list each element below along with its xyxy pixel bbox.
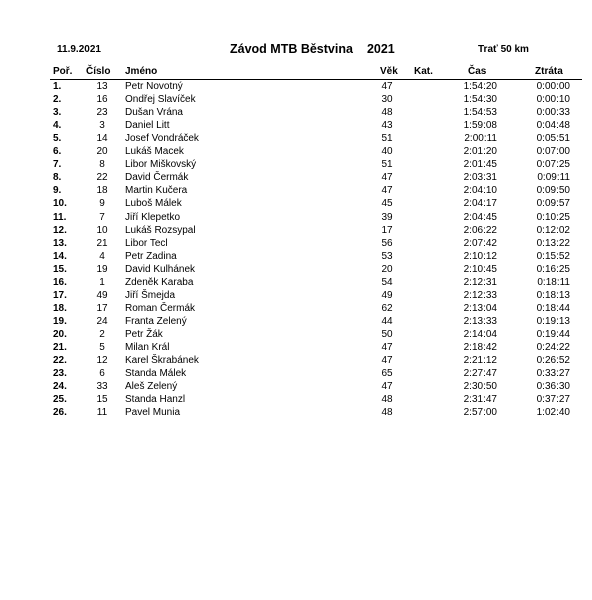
cell-rank: 10. (53, 198, 67, 210)
cell-age: 47 (381, 342, 393, 353)
cell-name: Karel Škrabánek (125, 355, 199, 367)
cell-rank: 15. (53, 263, 67, 275)
column-header-category: Kat. (414, 66, 433, 77)
cell-name: Milan Král (125, 342, 170, 353)
cell-number: 7 (99, 211, 105, 223)
cell-rank: 17. (53, 289, 67, 301)
table-row (0, 106, 592, 119)
cell-loss: 0:16:25 (536, 263, 570, 275)
cell-name: David Čermák (125, 172, 189, 184)
cell-age: 49 (381, 289, 393, 301)
cell-time: 2:57:00 (463, 407, 497, 419)
cell-rank: 22. (53, 355, 67, 367)
cell-number: 19 (96, 263, 108, 275)
cell-number: 8 (99, 159, 105, 171)
cell-rank: 18. (53, 302, 67, 314)
cell-number: 14 (96, 133, 108, 145)
table-row (0, 302, 592, 315)
cell-rank: 25. (53, 394, 67, 406)
cell-age: 48 (381, 394, 393, 406)
table-row (0, 184, 592, 197)
table-row (0, 80, 592, 93)
cell-rank: 9. (53, 185, 62, 197)
cell-loss: 0:18:44 (536, 302, 570, 314)
cell-name: Pavel Munia (125, 407, 181, 419)
cell-time: 2:13:33 (463, 315, 497, 327)
table-row (0, 224, 592, 237)
cell-loss: 0:09:11 (537, 172, 570, 184)
table-row (0, 250, 592, 263)
cell-name: Luboš Málek (125, 198, 182, 210)
cell-time: 2:04:10 (463, 185, 497, 197)
cell-name: Jiří Klepetko (125, 211, 181, 223)
table-row (0, 367, 592, 380)
table-row (0, 93, 592, 106)
column-header-name: Jméno (125, 66, 158, 77)
cell-loss: 0:18:13 (536, 289, 570, 301)
cell-name: Petr Žák (125, 328, 163, 340)
column-header-time: Čas (468, 66, 487, 77)
cell-loss: 0:19:44 (536, 328, 570, 340)
cell-time: 2:01:45 (463, 159, 497, 171)
cell-age: 47 (381, 172, 393, 184)
cell-name: Dušan Vrána (125, 107, 183, 119)
cell-age: 47 (381, 185, 393, 197)
cell-name: Aleš Zelený (125, 381, 178, 393)
cell-loss: 0:36:30 (536, 381, 570, 393)
cell-rank: 5. (53, 133, 62, 145)
cell-time: 1:59:08 (463, 120, 497, 132)
column-header-rank: Poř. (53, 66, 73, 77)
cell-number: 33 (96, 381, 108, 393)
cell-loss: 0:10:25 (536, 211, 570, 223)
cell-number: 1 (99, 276, 105, 288)
cell-age: 51 (381, 133, 393, 145)
table-row (0, 380, 592, 393)
cell-rank: 7. (53, 159, 62, 171)
table-row (0, 354, 592, 367)
cell-time: 1:54:30 (463, 94, 497, 106)
cell-number: 49 (96, 289, 108, 301)
cell-name: Petr Zadina (125, 250, 177, 262)
cell-time: 2:14:04 (463, 328, 497, 340)
cell-loss: 0:05:51 (536, 133, 570, 145)
cell-loss: 0:24:22 (536, 342, 570, 353)
cell-age: 45 (381, 198, 393, 210)
cell-time: 2:21:12 (463, 355, 497, 367)
cell-rank: 12. (53, 224, 67, 236)
table-row (0, 132, 592, 145)
column-header-number: Číslo (86, 66, 111, 77)
cell-name: Daniel Litt (125, 120, 170, 132)
cell-number: 16 (96, 94, 108, 106)
cell-rank: 11. (53, 211, 67, 223)
cell-rank: 16. (53, 276, 67, 288)
cell-name: Franta Zelený (125, 315, 187, 327)
cell-loss: 0:12:02 (536, 224, 570, 236)
table-row (0, 171, 592, 184)
cell-time: 2:12:33 (463, 289, 497, 301)
cell-rank: 21. (53, 342, 67, 353)
cell-name: Standa Hanzl (125, 394, 186, 406)
cell-time: 2:07:42 (463, 237, 497, 249)
cell-age: 47 (381, 355, 393, 367)
cell-loss: 0:09:50 (536, 185, 570, 197)
cell-loss: 0:13:22 (536, 237, 570, 249)
cell-number: 9 (99, 198, 105, 210)
cell-time: 2:30:50 (463, 381, 497, 393)
table-row (0, 276, 592, 289)
cell-loss: 0:26:52 (536, 355, 570, 367)
cell-loss: 0:15:52 (536, 250, 570, 262)
table-row (0, 119, 592, 132)
cell-time: 1:54:53 (463, 107, 497, 119)
cell-age: 65 (381, 368, 393, 380)
table-row (0, 197, 592, 210)
cell-loss: 0:07:00 (536, 146, 570, 158)
cell-number: 5 (99, 342, 105, 353)
cell-rank: 4. (53, 120, 62, 132)
cell-name: David Kulhánek (125, 263, 196, 275)
cell-name: Jiří Šmejda (125, 289, 176, 301)
cell-time: 2:00:11 (464, 133, 497, 145)
cell-loss: 0:18:11 (537, 276, 570, 288)
cell-loss: 0:37:27 (536, 394, 570, 406)
cell-time: 2:10:12 (463, 250, 497, 262)
cell-name: Martin Kučera (125, 185, 188, 197)
cell-name: Petr Novotný (125, 81, 183, 92)
cell-time: 2:31:47 (463, 394, 497, 406)
cell-age: 54 (381, 276, 393, 288)
cell-time: 2:06:22 (463, 224, 497, 236)
column-header-age: Věk (380, 66, 398, 77)
cell-rank: 8. (53, 172, 62, 184)
cell-number: 13 (96, 81, 108, 92)
cell-age: 40 (381, 146, 393, 158)
cell-number: 23 (96, 107, 108, 119)
cell-number: 24 (96, 315, 108, 327)
cell-rank: 26. (53, 407, 67, 419)
cell-loss: 1:02:40 (536, 407, 570, 419)
cell-name: Josef Vondráček (125, 133, 199, 145)
cell-age: 48 (381, 107, 393, 119)
cell-number: 11 (96, 407, 108, 419)
cell-name: Zdeněk Karaba (125, 276, 194, 288)
cell-age: 39 (381, 211, 393, 223)
table-row (0, 237, 592, 250)
page-title (230, 42, 395, 56)
cell-time: 2:18:42 (463, 342, 497, 353)
cell-rank: 6. (53, 146, 62, 158)
cell-age: 48 (381, 407, 393, 419)
cell-age: 47 (381, 81, 393, 92)
cell-rank: 13. (53, 237, 67, 249)
table-row (0, 406, 592, 419)
cell-name: Libor Miškovský (125, 159, 197, 171)
cell-time: 2:27:47 (463, 368, 497, 380)
cell-loss: 0:33:27 (536, 368, 570, 380)
cell-rank: 2. (53, 94, 62, 106)
track-length: Trať 50 km (478, 44, 529, 55)
cell-name: Lukáš Macek (125, 146, 184, 158)
cell-age: 56 (381, 237, 393, 249)
table-row (0, 263, 592, 276)
cell-rank: 1. (53, 81, 62, 92)
cell-age: 44 (381, 315, 393, 327)
table-row (0, 211, 592, 224)
cell-rank: 3. (53, 107, 62, 119)
table-row (0, 158, 592, 171)
cell-rank: 23. (53, 368, 67, 380)
cell-loss: 0:00:00 (536, 81, 570, 92)
cell-time: 2:04:45 (463, 211, 497, 223)
cell-age: 62 (381, 302, 393, 314)
table-row (0, 341, 592, 354)
table-row (0, 328, 592, 341)
cell-age: 51 (381, 159, 393, 171)
cell-number: 4 (99, 250, 105, 262)
cell-age: 47 (381, 381, 393, 393)
cell-rank: 20. (53, 328, 67, 340)
column-header-loss: Ztráta (535, 66, 563, 77)
cell-number: 15 (96, 394, 108, 406)
cell-number: 10 (96, 224, 108, 236)
cell-number: 21 (96, 237, 108, 249)
cell-name: Lukáš Rozsypal (125, 224, 196, 236)
race-year: 2021 (366, 42, 395, 56)
cell-number: 18 (96, 185, 108, 197)
cell-age: 50 (381, 328, 393, 340)
cell-number: 12 (96, 355, 108, 367)
cell-loss: 0:09:57 (536, 198, 570, 210)
cell-loss: 0:07:25 (536, 159, 570, 171)
cell-name: Standa Málek (125, 368, 187, 380)
cell-age: 20 (381, 263, 393, 275)
cell-name: Ondřej Slavíček (125, 94, 196, 106)
cell-rank: 14. (53, 250, 67, 262)
cell-time: 2:03:31 (463, 172, 497, 184)
cell-name: Libor Tecl (125, 237, 168, 249)
cell-time: 2:10:45 (463, 263, 497, 275)
race-title: Závod MTB Běstvina (230, 42, 353, 56)
table-row (0, 145, 592, 158)
cell-loss: 0:00:33 (536, 107, 570, 119)
table-row (0, 393, 592, 406)
cell-number: 20 (96, 146, 108, 158)
cell-time: 2:01:20 (463, 146, 497, 158)
cell-name: Roman Čermák (125, 302, 196, 314)
cell-time: 2:12:31 (463, 276, 497, 288)
cell-number: 17 (96, 302, 108, 314)
cell-rank: 19. (53, 315, 67, 327)
cell-number: 3 (99, 120, 105, 132)
cell-time: 2:04:17 (463, 198, 497, 210)
cell-loss: 0:04:48 (536, 120, 570, 132)
cell-time: 2:13:04 (463, 302, 497, 314)
cell-age: 30 (381, 94, 393, 106)
cell-loss: 0:00:10 (536, 94, 570, 106)
cell-rank: 24. (53, 381, 67, 393)
cell-loss: 0:19:13 (536, 315, 570, 327)
table-row (0, 289, 592, 302)
cell-age: 43 (381, 120, 393, 132)
cell-number: 6 (99, 368, 105, 380)
table-row (0, 315, 592, 328)
cell-number: 2 (99, 328, 105, 340)
cell-time: 1:54:20 (463, 81, 497, 92)
cell-age: 53 (381, 250, 393, 262)
cell-age: 17 (381, 224, 393, 236)
cell-number: 22 (96, 172, 108, 184)
race-date: 11.9.2021 (57, 44, 101, 55)
